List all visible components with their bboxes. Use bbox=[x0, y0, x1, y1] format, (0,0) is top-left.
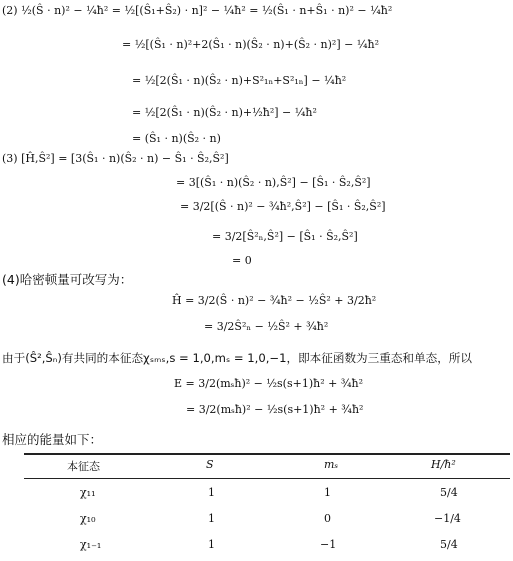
table-cell-energy: 5/4 bbox=[440, 538, 458, 551]
eq2-line2: = ½[(Ŝ₁ · n)²+2(Ŝ₁ · n)(Ŝ₂ · n)+(Ŝ₂ · n)²] − ¼ħ² bbox=[122, 38, 379, 51]
eq2-label: (2) bbox=[2, 4, 18, 17]
table-header-state: 本征态 bbox=[67, 460, 100, 473]
table-cell-energy: 5/4 bbox=[440, 486, 458, 499]
table-cell-ms: 0 bbox=[324, 512, 331, 525]
eq2-line1 bbox=[2, 4, 392, 18]
eq4-heading: (4)哈密顿量可改写为： bbox=[2, 272, 133, 287]
eq3-line3: = 3/2[(Ŝ · n)² − ¾ħ²,Ŝ²] − [Ŝ₁ · Ŝ₂,Ŝ²] bbox=[180, 200, 386, 213]
table-cell-s: 1 bbox=[208, 486, 215, 499]
eq3-line2: = 3[(Ŝ₁ · n)(Ŝ₂ · n),Ŝ²] − [Ŝ₁ · Ŝ₂,Ŝ²] bbox=[176, 176, 371, 189]
table-cell-state: χ₁₋₁ bbox=[80, 538, 102, 551]
eq3-label: (3) bbox=[2, 152, 18, 165]
eq4-line1: Ĥ = 3/2(Ŝ · n)² − ¾ħ² − ½Ŝ² + 3/2ħ² bbox=[172, 294, 377, 307]
eq2-line3: = ½[2(Ŝ₁ · n)(Ŝ₂ · n)+S²₁ₙ+S²₁ₙ] − ¼ħ² bbox=[132, 74, 347, 87]
eigenstate-paragraph: 由于(Ŝ²,Ŝₙ)有共同的本征态χₛₘₛ,s = 1,0,mₛ = 1,0,−1，即本征函数为三重态和单态，所以 bbox=[2, 351, 472, 365]
eq2-line1-rhs1: = ½[(Ŝ₁+Ŝ₂) · n]² − ¼ħ² bbox=[111, 4, 246, 17]
table-cell-energy: −1/4 bbox=[434, 512, 461, 525]
table-header-ms: mₛ bbox=[324, 458, 339, 471]
eq3-line1-body: [Ĥ,Ŝ²] = [3(Ŝ₁ · n)(Ŝ₂ · n) − Ŝ₁ · Ŝ₂,Ŝ²] bbox=[21, 152, 229, 165]
table-header-energy: H/ħ² bbox=[431, 458, 456, 471]
eq3-line1 bbox=[2, 152, 229, 166]
eq3-line5: = 0 bbox=[232, 254, 252, 267]
energy-line1: E = 3/2(mₛħ)² − ½s(s+1)ħ² + ¾ħ² bbox=[174, 377, 363, 390]
table-header-rule bbox=[24, 478, 510, 479]
eq2-line4: = ½[2(Ŝ₁ · n)(Ŝ₂ · n)+½ħ²] − ¼ħ² bbox=[132, 106, 317, 119]
eq2-line5: = (Ŝ₁ · n)(Ŝ₂ · n) bbox=[132, 132, 221, 145]
table-header-s: S bbox=[206, 458, 214, 471]
table-cell-state: χ₁₁ bbox=[80, 486, 96, 499]
table-cell-ms: −1 bbox=[320, 538, 337, 551]
table-cell-ms: 1 bbox=[324, 486, 331, 499]
table-title: 相应的能量如下： bbox=[2, 432, 103, 447]
table-cell-s: 1 bbox=[208, 538, 215, 551]
eq2-line1-rhs2: = ½(Ŝ₁ · n+Ŝ₁ · n)² − ¼ħ² bbox=[249, 4, 393, 17]
eq4-line2: = 3/2Ŝ²ₙ − ½Ŝ² + ¾ħ² bbox=[204, 320, 329, 333]
table-cell-s: 1 bbox=[208, 512, 215, 525]
eq3-line4: = 3/2[Ŝ²ₙ,Ŝ²] − [Ŝ₁ · Ŝ₂,Ŝ²] bbox=[212, 230, 358, 243]
table-top-rule bbox=[24, 453, 510, 455]
energy-line2: = 3/2(mₛħ)² − ½s(s+1)ħ² + ¾ħ² bbox=[186, 403, 364, 416]
table-cell-state: χ₁₀ bbox=[80, 512, 96, 525]
eq2-line1-lhs: ½(Ŝ · n)² − ¼ħ² bbox=[21, 4, 109, 17]
